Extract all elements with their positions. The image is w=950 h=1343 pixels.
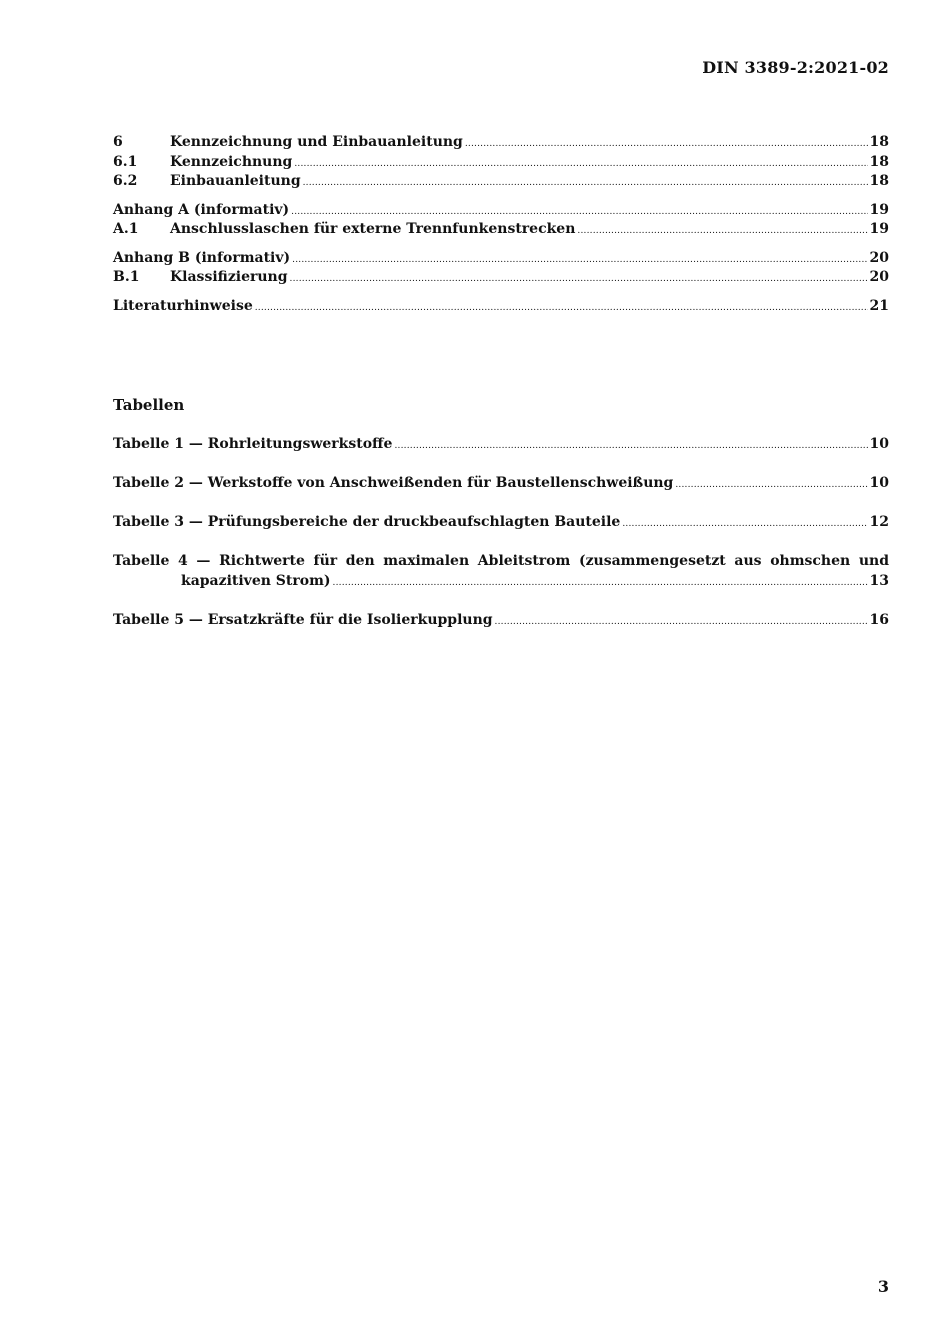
table-entry-title-continuation: kapazitiven Strom): [181, 573, 331, 589]
table-entry[interactable]: [113, 473, 889, 493]
toc-entry-title: Literaturhinweise: [113, 297, 253, 314]
table-entry-page: 16: [869, 612, 889, 628]
toc-entry-page: 19: [869, 201, 889, 218]
toc-entry-title: Anhang B (informativ): [113, 249, 291, 266]
table-entry[interactable]: [113, 512, 889, 532]
table-entry-title: Tabelle 3 — Prüfungsbereiche der druckbeaufschlagten Bauteile: [113, 514, 621, 530]
table-entry-title: Tabelle 2 — Werkstoffe von Anschweißenden für Baustellenschweißung: [113, 475, 674, 491]
table-entry-title: Tabelle 4 — Richtwerte für den maximalen Ableitstrom (zusammengesetzt aus ohmschen und: [113, 553, 889, 569]
toc-entry-title: Einbauanleitung: [170, 173, 301, 189]
toc-entry-page: 20: [869, 249, 889, 266]
toc-entry-page: 18: [869, 153, 889, 170]
toc-entry-page: 19: [869, 221, 889, 237]
table-of-contents: [113, 133, 889, 316]
dot-leader: [294, 153, 867, 175]
toc-entry-number: 6.1: [113, 153, 138, 170]
table-entry-page: 12: [869, 514, 889, 530]
dot-leader: [333, 571, 868, 593]
toc-entry[interactable]: [113, 133, 889, 153]
toc-entry-page: 18: [869, 134, 889, 150]
dot-leader: [622, 512, 867, 534]
toc-entry-page: 21: [869, 297, 889, 314]
toc-entry[interactable]: [113, 249, 889, 269]
dot-leader: [290, 268, 868, 290]
toc-entry[interactable]: [113, 201, 889, 221]
list-of-tables: [113, 434, 889, 649]
table-entry[interactable]: [113, 434, 889, 454]
toc-entry-title: Kennzeichnung und Einbauanleitung: [170, 134, 463, 150]
toc-entry-number: 6: [113, 134, 123, 150]
table-entry-page: 13: [869, 573, 889, 589]
table-entry-title: Tabelle 1 — Rohrleitungswerkstoffe: [113, 436, 393, 452]
toc-entry-page: 20: [869, 269, 889, 285]
dot-leader: [394, 434, 867, 456]
toc-entry-title: Anhang A (informativ): [113, 201, 290, 218]
dot-leader: [255, 297, 868, 319]
table-entry-page: 10: [869, 436, 889, 452]
toc-entry-title: Anschlusslaschen für externe Trennfunkenstrecken: [170, 221, 576, 237]
page-number: 3: [877, 1277, 889, 1296]
dot-leader: [495, 610, 868, 632]
dot-leader: [675, 473, 867, 495]
toc-entry-title: Kennzeichnung: [170, 153, 293, 170]
document-id-header: DIN 3389-2:2021-02: [702, 58, 889, 77]
table-entry[interactable]: [113, 610, 889, 630]
table-entry-page: 10: [869, 475, 889, 491]
toc-entry[interactable]: [113, 153, 889, 173]
dot-leader: [291, 201, 867, 223]
toc-entry-number: A.1: [113, 221, 139, 237]
dot-leader: [303, 172, 868, 194]
table-entry-title: Tabelle 5 — Ersatzkräfte für die Isolierkupplung: [113, 612, 493, 628]
toc-entry[interactable]: [113, 297, 889, 317]
dot-leader: [292, 249, 867, 271]
toc-entry-page: 18: [869, 173, 889, 189]
table-entry[interactable]: [113, 551, 889, 591]
toc-entry-title: Klassifizierung: [170, 269, 288, 285]
tables-section-heading: Tabellen: [113, 396, 185, 414]
toc-entry-number: 6.2: [113, 173, 138, 189]
dot-leader: [577, 220, 867, 242]
toc-entry[interactable]: [113, 268, 889, 288]
toc-entry-number: B.1: [113, 269, 140, 285]
dot-leader: [465, 133, 868, 155]
toc-entry[interactable]: [113, 220, 889, 240]
toc-entry[interactable]: [113, 172, 889, 192]
